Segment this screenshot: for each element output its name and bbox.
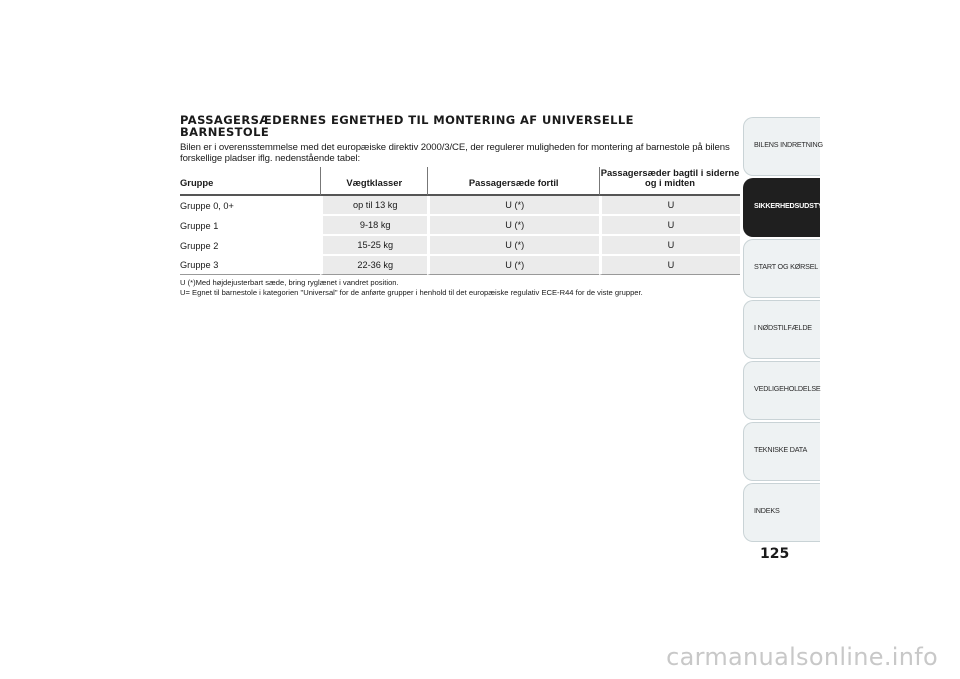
section-title-line-1: PASSAGERSÆDERNES EGNETHED TIL MONTERING AF UNIVERSELLE (180, 113, 634, 127)
note-universal: U= Egnet til barnestole i kategorien "Universal" for de anførte grupper i henhold til det europæiske regulativ ECE-R44 for de viste grupper. (180, 287, 643, 297)
section-title (180, 114, 740, 138)
cell-rear: U (599, 216, 740, 236)
cell-group: Gruppe 2 (180, 241, 219, 251)
cell-front: U (*) (427, 196, 599, 216)
table-header-row (180, 167, 740, 196)
tab-indeks[interactable]: INDEKS (743, 483, 820, 542)
watermark: carmanualsonline.info (666, 643, 938, 671)
table-row (180, 216, 740, 236)
cell-rear: U (599, 236, 740, 256)
cell-front: U (*) (427, 256, 599, 275)
table-row (180, 196, 740, 216)
chapter-tabs (743, 117, 828, 544)
note-front-seat: U (*)Med højdejusterbart sæde, bring ryglænet i vandret position. (180, 278, 399, 287)
intro-paragraph: Bilen er i overensstemmelse med det europæiske direktiv 2000/3/CE, der regulerer muligheden for montering af barnestole på bilens forskellige pladser iflg. nedenstående tabel: (180, 142, 730, 164)
cell-weight: 9-18 kg (320, 216, 427, 236)
page-number: 125 (760, 546, 790, 562)
tab-i-nodstilfaelde[interactable]: I NØDSTILFÆLDE (743, 300, 820, 359)
cell-rear: U (599, 196, 740, 216)
table-notes (180, 278, 740, 297)
tab-bilens-indretning[interactable]: BILENS INDRETNING (743, 117, 820, 176)
cell-weight: 22-36 kg (320, 256, 427, 275)
document-content (180, 114, 740, 297)
header-front-seat: Passagersæde fortil (427, 167, 599, 196)
header-rear-seats: Passagersæder bagtil i siderne og i midten (599, 167, 740, 196)
cell-front: U (*) (427, 216, 599, 236)
cell-weight: op til 13 kg (320, 196, 427, 216)
tab-sikkerhedsudstyr[interactable]: SIKKERHEDSUDSTYR (743, 178, 820, 237)
tab-tekniske-data[interactable]: TEKNISKE DATA (743, 422, 820, 481)
cell-front: U (*) (427, 236, 599, 256)
table-row (180, 256, 740, 275)
header-weight-class: Vægtklasser (320, 167, 427, 196)
cell-group: Gruppe 1 (180, 221, 219, 231)
header-group: Gruppe (180, 167, 320, 196)
tab-start-og-korsel[interactable]: START OG KØRSEL (743, 239, 820, 298)
section-title-line-2: BARNESTOLE (180, 125, 270, 139)
cell-weight: 15-25 kg (320, 236, 427, 256)
child-seat-suitability-table (180, 167, 740, 275)
cell-group: Gruppe 3 (180, 256, 320, 275)
cell-rear: U (599, 256, 740, 275)
cell-group: Gruppe 0, 0+ (180, 201, 234, 211)
table-row (180, 236, 740, 256)
tab-vedligeholdelse[interactable]: VEDLIGEHOLDELSE (743, 361, 820, 420)
